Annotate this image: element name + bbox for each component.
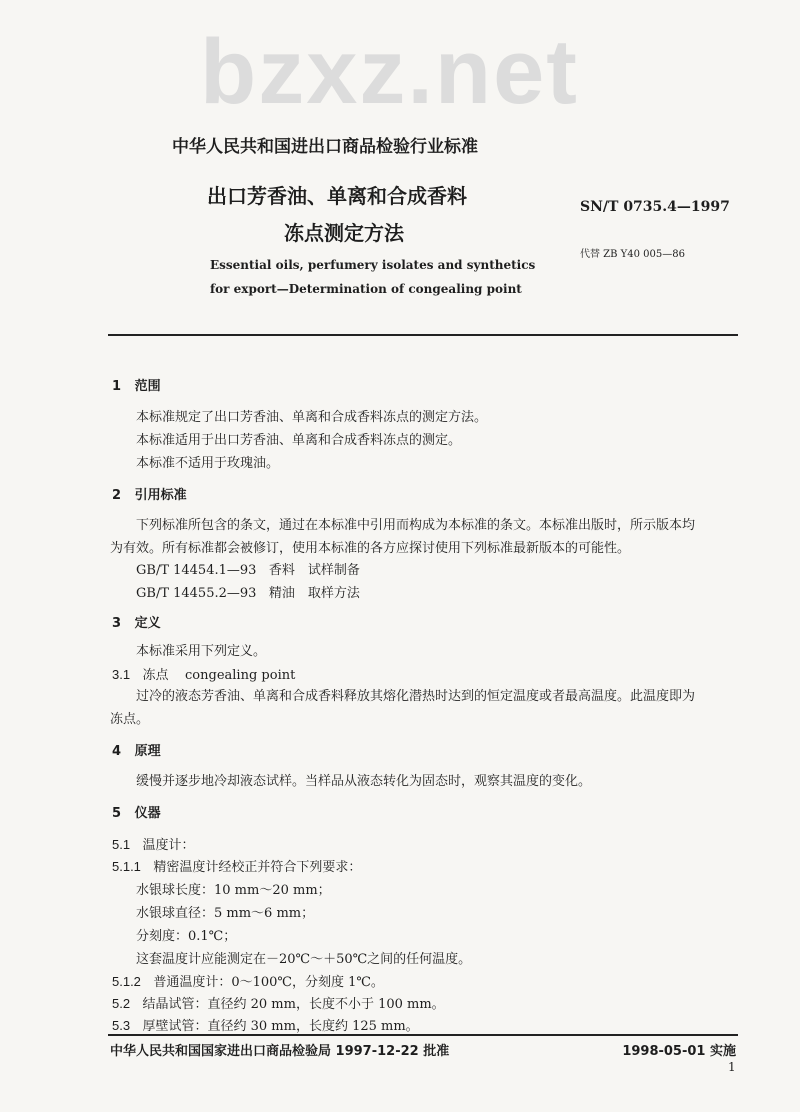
clause-number: 5.2 [112,996,131,1011]
clause-5-1-1 [112,856,361,875]
paragraph: 本标准不适用于玫瑰油。 [136,456,280,471]
paragraph: 过冷的液态芳香油、单离和合成香料释放其熔化潜热时达到的恒定温度或者最高温度。此温度即为 [136,689,696,704]
requirement-item: 水银球长度：10 mm～20 mm； [136,883,331,898]
section-title: 原理 [134,744,161,759]
section-number: 2 [112,488,122,503]
clause-text: 温度计： [142,838,195,853]
issuer-heading: 中华人民共和国进出口商品检验行业标准 [172,137,478,157]
term: 冻点 [142,668,169,683]
term-english: congealing point [185,668,296,683]
section-title: 范围 [134,379,161,394]
clause-number: 3.1 [112,667,131,682]
clause-5-1 [112,834,195,853]
paragraph: 本标准采用下列定义。 [136,644,267,659]
clause-5-3 [112,1015,419,1034]
section-number: 5 [112,806,122,821]
paragraph: 为有效。所有标准都会被修订，使用本标准的各方应探讨使用下列标准最新版本的可能性。 [110,541,631,556]
english-title-2: for export—Determination of congealing point [210,282,522,296]
clause-text: 精密温度计经校正并符合下列要求： [153,860,362,875]
clause-text: 结晶试管：直径约 20 mm，长度不小于 100 mm。 [142,997,445,1012]
reference-code: GB/T 14454.1—93 [136,563,257,578]
section-1-heading [112,375,161,394]
section-title: 定义 [134,616,161,631]
clause-number: 5.1 [112,837,131,852]
paragraph: 本标准适用于出口芳香油、单离和合成香料冻点的测定。 [136,433,462,448]
clause-text: 厚壁试管：直径约 30 mm，长度约 125 mm。 [142,1019,419,1034]
standard-number: SN/T 0735.4—1997 [580,199,730,215]
clause-5-1-2 [112,971,384,990]
clause-5-2 [112,993,445,1012]
header-rule [108,334,738,336]
definition-3-1 [112,664,295,683]
section-number: 3 [112,616,122,631]
reference-name: 精油 取样方法 [268,586,360,601]
section-number: 1 [112,379,122,394]
section-title: 仪器 [134,806,161,821]
paragraph: 冻点。 [110,712,150,727]
paragraph: 缓慢并逐步地冷却液态试样。当样品从液态转化为固态时，观察其温度的变化。 [136,774,592,789]
section-number: 4 [112,744,122,759]
section-3-heading [112,612,161,631]
reference-code: GB/T 14455.2—93 [136,586,257,601]
section-5-heading [112,802,161,821]
title-line-1: 出口芳香油、单离和合成香料 [207,184,467,208]
paragraph: 下列标准所包含的条文，通过在本标准中引用而构成为本标准的条文。本标准出版时，所示版本均 [136,518,696,533]
english-title-1: Essential oils, perfumery isolates and synthetics [210,258,536,272]
reference-item [136,582,360,601]
section-2-heading [112,484,187,503]
footer-rule [108,1034,738,1036]
reference-item [136,559,360,578]
approval-note: 中华人民共和国国家进出口商品检验局 1997-12-22 批准 [110,1044,450,1059]
section-4-heading [112,740,161,759]
watermark: bzxz.net [200,21,579,123]
effective-date: 1998-05-01 实施 [622,1044,736,1059]
section-title: 引用标准 [134,488,187,503]
clause-number: 5.3 [112,1018,131,1033]
clause-number: 5.1.1 [112,859,141,874]
requirement-item: 分刻度：0.1℃； [136,929,237,944]
paragraph: 本标准规定了出口芳香油、单离和合成香料冻点的测定方法。 [136,410,488,425]
reference-name: 香料 试样制备 [268,563,360,578]
clause-number: 5.1.2 [112,974,141,989]
page-number: 1 [728,1060,736,1074]
title-line-2: 冻点测定方法 [284,221,404,245]
clause-text: 普通温度计：0～100℃，分刻度 1℃。 [153,975,384,990]
requirement-item: 这套温度计应能测定在－20℃～＋50℃之间的任何温度。 [136,952,472,967]
replaces-note: 代替 ZB Y40 005—86 [580,249,685,260]
requirement-item: 水银球直径：5 mm～6 mm； [136,906,315,921]
